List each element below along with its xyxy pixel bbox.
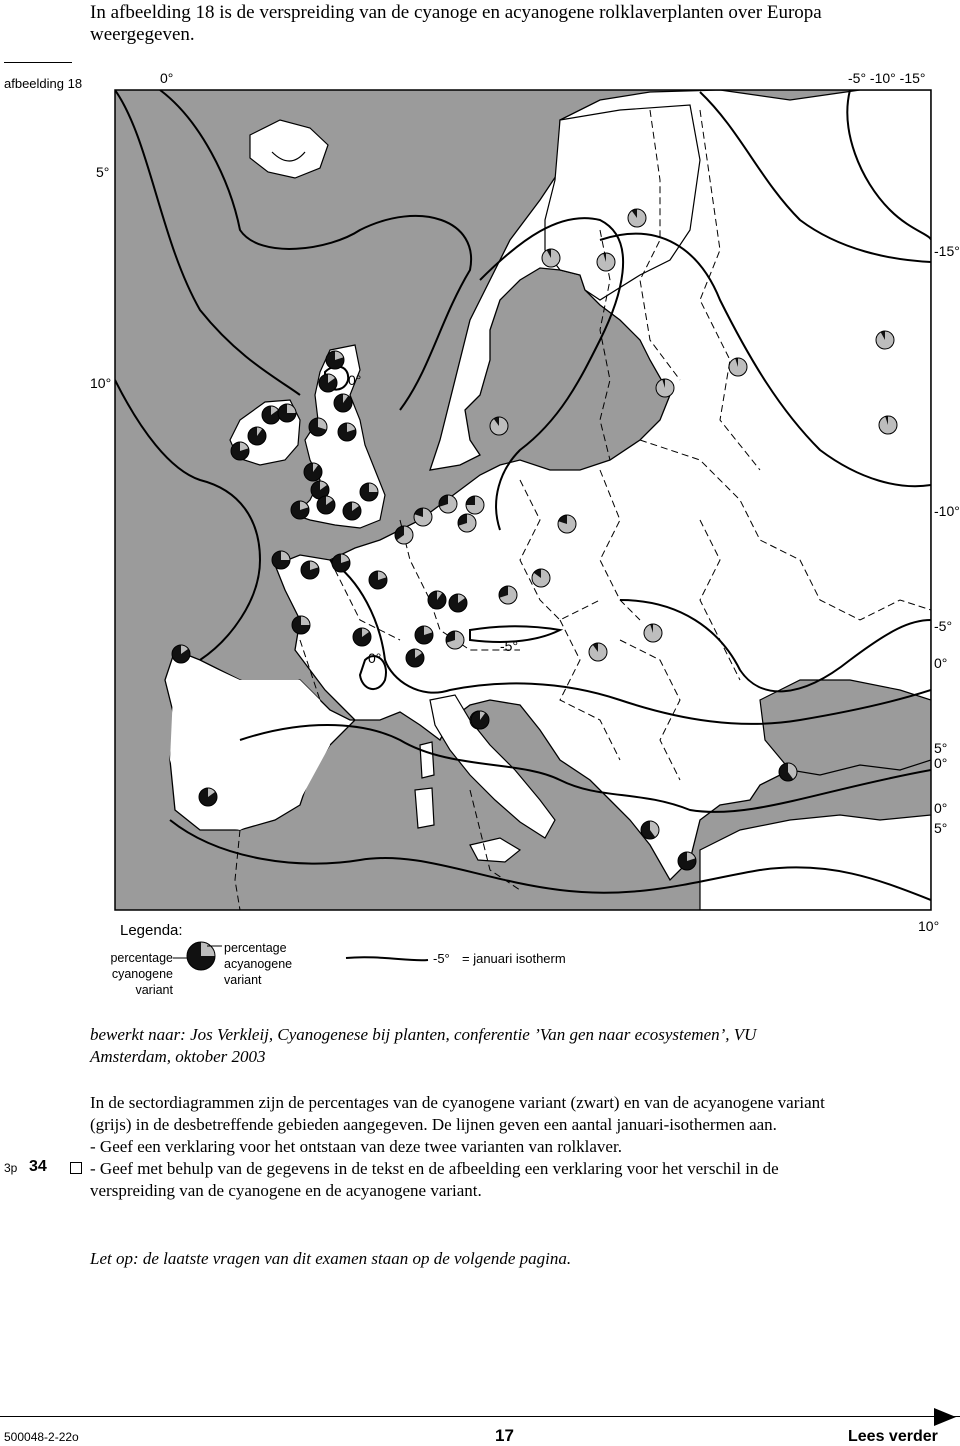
pie-chart xyxy=(466,496,484,514)
question-number: 34 xyxy=(29,1158,47,1175)
pie-chart xyxy=(231,442,249,460)
pie-chart xyxy=(332,554,350,572)
black-sea xyxy=(760,680,931,775)
pie-chart xyxy=(338,423,356,441)
pie-chart xyxy=(262,406,280,424)
sardinia xyxy=(415,788,434,828)
isotherm-label: -5° xyxy=(934,618,953,634)
pie-chart xyxy=(248,427,266,445)
pie-chart xyxy=(301,561,319,579)
pie-chart xyxy=(589,643,607,661)
europe-map-figure xyxy=(0,60,960,1010)
pie-chart xyxy=(879,416,897,434)
pie-chart xyxy=(439,495,457,513)
legend-acyanogenic-label: percentage acyanogene variant xyxy=(224,941,293,987)
isotherm-label: -5° xyxy=(500,638,519,654)
question-paragraph: In de sectordiagrammen zijn de percentages van de cyanogene variant (zwart) en van de acyanogene variant (grijs) in de desbetreffende gebieden aangegeven. De lijnen geven een aantal januari-isothermen aan. xyxy=(90,1093,825,1134)
isotherm-label: -10° xyxy=(934,503,960,519)
question-paragraph: - Geef met behulp van de gegevens in de tekst en de afbeelding een verklaring voor het verschil in de verspreiding van de cyanogene en de acyanogene variant. xyxy=(90,1159,779,1200)
pie-chart xyxy=(729,358,747,376)
pie-chart xyxy=(291,501,309,519)
pie-chart xyxy=(558,515,576,533)
isotherm-label: 0° xyxy=(160,70,174,86)
pie-chart xyxy=(292,616,310,634)
pie-chart xyxy=(326,351,344,369)
pie-chart xyxy=(334,394,352,412)
isotherm-label: 0° xyxy=(348,372,362,388)
pie-chart xyxy=(644,624,662,642)
pie-chart xyxy=(414,508,432,526)
isotherm-label: 10° xyxy=(918,918,940,934)
legend-isotherm-line xyxy=(346,957,428,960)
pie-chart xyxy=(532,569,550,587)
pie-chart xyxy=(499,586,517,604)
intro-text: In afbeelding 18 is de verspreiding van de cyanoge en acyanogene rolklaverplanten over Europa weergegeven. xyxy=(90,2,822,45)
pie-chart xyxy=(779,763,797,781)
pie-chart xyxy=(628,209,646,227)
question-points: 3p xyxy=(4,1161,18,1175)
pie-chart xyxy=(458,514,476,532)
legend-isotherm-value: -5° xyxy=(433,951,450,966)
pie-chart xyxy=(490,417,508,435)
footer-exam-code: 500048-2-22o xyxy=(4,1430,79,1444)
pie-chart xyxy=(641,821,659,839)
footer-next-link[interactable]: Lees verder xyxy=(848,1428,938,1445)
pie-chart xyxy=(278,404,296,422)
pie-chart xyxy=(199,788,217,806)
pie-chart xyxy=(446,631,464,649)
isotherm-label: -15° xyxy=(934,243,960,259)
pie-chart xyxy=(395,526,413,544)
pie-chart xyxy=(656,379,674,397)
isotherm-label: 5° xyxy=(96,164,110,180)
source-citation: bewerkt naar: Jos Verkleij, Cyanogenese bij planten, conferentie ’Van gen naar ecosystemen’, VU Amsterdam, oktober 2003 xyxy=(90,1025,757,1066)
isotherm-label: 0° xyxy=(934,655,948,671)
pie-chart xyxy=(343,502,361,520)
pie-chart xyxy=(353,628,371,646)
isotherm-label: -5° -10° -15° xyxy=(848,70,926,86)
pie-chart xyxy=(319,374,337,392)
pie-chart xyxy=(597,253,615,271)
corsica xyxy=(420,742,434,778)
pie-chart xyxy=(317,496,335,514)
pie-chart xyxy=(360,483,378,501)
figure-label: afbeelding 18 xyxy=(4,76,83,91)
pie-chart xyxy=(542,249,560,267)
pie-chart xyxy=(876,331,894,349)
pie-chart xyxy=(369,571,387,589)
pie-chart xyxy=(172,645,190,663)
question-body xyxy=(90,1092,850,1202)
isotherm-label: 5° xyxy=(934,820,948,836)
pie-chart xyxy=(678,852,696,870)
pie-chart xyxy=(449,594,467,612)
pie-chart xyxy=(304,463,322,481)
legend-cyanogenic-label: percentage cyanogene variant xyxy=(110,951,173,997)
next-arrow-icon[interactable] xyxy=(934,1408,956,1426)
legend-title: Legenda: xyxy=(120,922,183,939)
isotherm-label: 0° xyxy=(934,800,948,816)
pie-chart xyxy=(406,649,424,667)
question-paragraph: - Geef een verklaring voor het ontstaan van deze twee varianten van rolklaver. xyxy=(90,1137,622,1156)
footer-page-number: 17 xyxy=(495,1426,514,1445)
pie-chart xyxy=(471,711,489,729)
legend-isotherm-meaning: = januari isotherm xyxy=(462,951,566,966)
pie-chart xyxy=(309,418,327,436)
pie-chart xyxy=(272,551,290,569)
pie-chart xyxy=(415,626,433,644)
isotherm-label: 10° xyxy=(90,375,112,391)
note-text: Let op: de laatste vragen van dit examen staan op de volgende pagina. xyxy=(90,1249,572,1268)
footer-rule xyxy=(0,1416,960,1417)
question-checkbox[interactable] xyxy=(70,1162,82,1174)
isotherm-label: 0° xyxy=(368,650,382,666)
isotherm-label: 5° xyxy=(934,740,948,756)
legend xyxy=(110,922,565,997)
pie-chart xyxy=(428,591,446,609)
isotherm-label: 0° xyxy=(934,755,948,771)
